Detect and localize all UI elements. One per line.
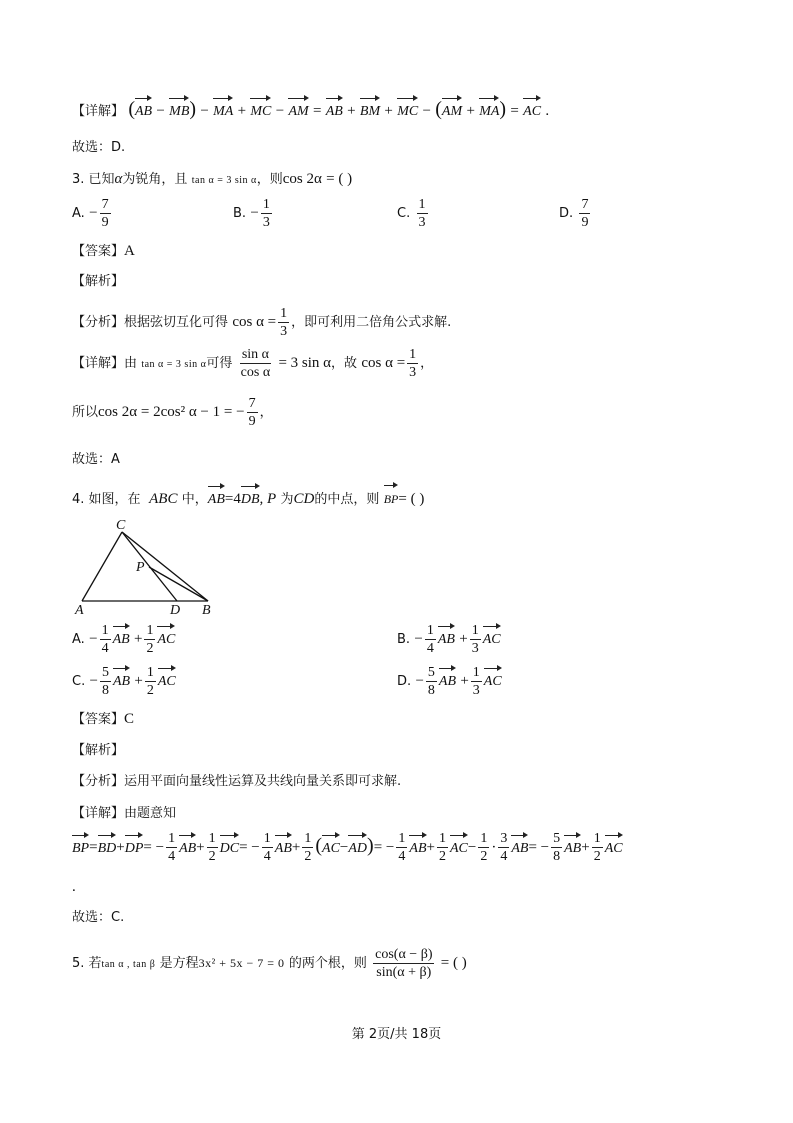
q3-choose: 故选：A	[72, 452, 120, 467]
label-c: C	[116, 518, 126, 533]
q4-option-d[interactable]: D. − $\frac{5}{8}$ AB + $\frac{1}{3}$ AC	[397, 665, 502, 698]
prev-detail-line: 【详解】 (AB − MB) − MA + MC − AM = AB + BM + MC − (AM + MA) = AC .	[72, 96, 793, 123]
label-b: B	[202, 603, 211, 618]
q3-option-c[interactable]: C. $\frac{1}{3}$	[397, 197, 426, 230]
q4-stem: 4. 如图，在 ABC 中，AB=4DB, P 为CD的中点，则 BP= ( )	[72, 483, 793, 511]
q4-answer: 【答案】C	[72, 711, 135, 727]
q3-stem: 3. 已知α为锐角，且 tan α = 3 sin α，则cos 2α = ( )	[72, 171, 353, 187]
detail-label: 【详解】	[72, 104, 125, 119]
q4-choose: 故选：C.	[72, 910, 125, 925]
q3-answer: 【答案】A	[72, 243, 135, 259]
q3-detail: 【详解】由 tan α = 3 sin α可得 $\frac{\text{sin α}}{\text{cos α}}$ = 3 sin α，故 cos α = $\frac{1}{3}$ ，	[72, 347, 434, 380]
q4-option-b[interactable]: B. − $\frac{1}{4}$ AB + $\frac{1}{3}$ AC	[397, 623, 501, 656]
label-p: P	[136, 560, 145, 575]
q3-analysis: 【分析】根据弦切互化可得 cos α = $\frac{1}{3}$ ，即可利用二倍角公式求解.	[72, 306, 452, 339]
q4-detail: 【详解】由题意知	[72, 806, 177, 821]
q3-options	[72, 196, 793, 236]
segment-cd	[122, 532, 177, 601]
q4-option-a[interactable]: A. − $\frac{1}{4}$ AB + $\frac{1}{2}$ AC	[72, 623, 176, 656]
page-footer: 第 2页/共 18页	[351, 1027, 442, 1042]
q4-options-row1	[72, 622, 793, 662]
q3-so: 所以cos 2α = 2cos² α − 1 = − $\frac{7}{9}$ ，	[72, 396, 273, 429]
q3-option-a[interactable]: A. − $\frac{7}{9}$	[72, 197, 109, 230]
q4-options-row2	[72, 664, 793, 704]
q3-option-d[interactable]: D. $\frac{7}{9}$	[559, 197, 589, 230]
label-d: D	[170, 603, 181, 618]
q4-jiexi: 【解析】	[72, 743, 125, 758]
q4-period: .	[72, 879, 76, 895]
side-cb	[122, 532, 208, 601]
segment-pb	[149, 567, 208, 601]
q3-option-b[interactable]: B. − $\frac{1}{3}$	[233, 197, 270, 230]
prev-choose: 故选：D.	[72, 140, 126, 155]
label-a: A	[75, 603, 84, 618]
triangle-figure	[72, 515, 222, 620]
q3-jiexi: 【解析】	[72, 274, 125, 289]
q4-analysis: 【分析】运用平面向量线性运算及共线向量关系即可求解.	[72, 774, 402, 789]
side-ac	[82, 532, 122, 601]
q4-derivation: BP=BD+DP= − $\frac{1}{4}$ AB+ $\frac{1}{2}$ DC= − $\frac{1}{4}$ AB+ $\frac{1}{2}$ (AC−AD)= − $\frac{1}{4}$ AB+ $\frac{1}{2}$ AC− $\frac{1}{2}$ · $\frac{3}{4}$ AB= − $\frac{5}{8}$ AB+ $\frac{1}{2}$ AC	[72, 831, 623, 864]
q5-stem: 5. 若tan α , tan β 是方程3x² + 5x − 7 = 0 的两个根，则 $\frac{\cos(\alpha - \beta)}{\sin(\alpha + \beta)}$ = ( )	[72, 947, 467, 980]
q4-option-c[interactable]: C. − $\frac{5}{8}$ AB + $\frac{1}{2}$ AC	[72, 665, 176, 698]
